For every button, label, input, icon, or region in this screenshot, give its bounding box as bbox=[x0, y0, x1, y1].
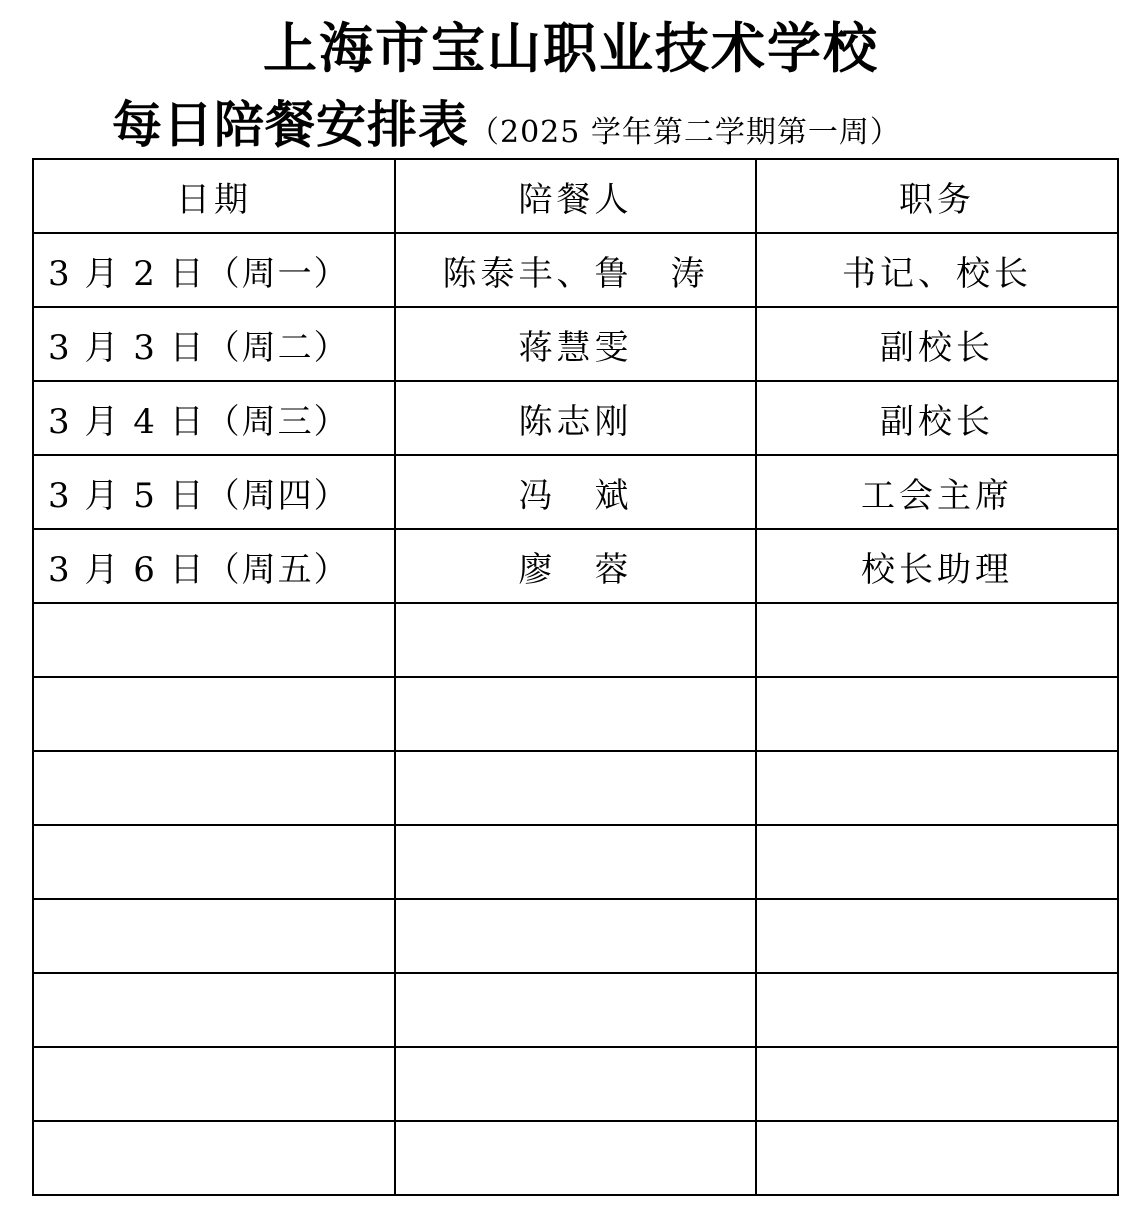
schedule-title-period: （2025 学年第二学期第一周） bbox=[469, 115, 901, 150]
person-cell bbox=[395, 973, 756, 1047]
position-cell bbox=[756, 899, 1118, 973]
date-cell bbox=[33, 677, 395, 751]
date-cell: 3 月 5 日（周四） bbox=[33, 455, 395, 529]
table-row bbox=[33, 307, 1118, 381]
table-row bbox=[33, 825, 1118, 899]
date-cell: 3 月 2 日（周一） bbox=[33, 233, 395, 307]
table-row bbox=[33, 233, 1118, 307]
position-cell bbox=[756, 1121, 1118, 1195]
person-cell: 陈泰丰、鲁 涛 bbox=[395, 233, 756, 307]
position-cell: 副校长 bbox=[756, 381, 1118, 455]
school-title: 上海市宝山职业技术学校 bbox=[263, 17, 879, 80]
person-cell bbox=[395, 825, 756, 899]
person-cell: 蒋慧雯 bbox=[395, 307, 756, 381]
position-cell: 副校长 bbox=[756, 307, 1118, 381]
position-cell bbox=[756, 973, 1118, 1047]
table-row bbox=[33, 455, 1118, 529]
table-row bbox=[33, 677, 1118, 751]
date-cell bbox=[33, 825, 395, 899]
date-cell bbox=[33, 751, 395, 825]
table-row bbox=[33, 381, 1118, 455]
dining-schedule-table bbox=[32, 158, 1119, 1196]
position-cell: 校长助理 bbox=[756, 529, 1118, 603]
person-cell bbox=[395, 899, 756, 973]
position-cell: 工会主席 bbox=[756, 455, 1118, 529]
table-header-row bbox=[33, 159, 1118, 233]
person-cell bbox=[395, 1047, 756, 1121]
person-cell: 陈志刚 bbox=[395, 381, 756, 455]
date-cell: 3 月 4 日（周三） bbox=[33, 381, 395, 455]
date-cell: 3 月 3 日（周二） bbox=[33, 307, 395, 381]
person-cell bbox=[395, 677, 756, 751]
person-cell bbox=[395, 1121, 756, 1195]
table-row bbox=[33, 1047, 1118, 1121]
position-cell: 书记、校长 bbox=[756, 233, 1118, 307]
table-row bbox=[33, 751, 1118, 825]
schedule-title-main: 每日陪餐安排表 bbox=[112, 96, 469, 154]
position-cell bbox=[756, 751, 1118, 825]
person-cell bbox=[395, 751, 756, 825]
table-row bbox=[33, 603, 1118, 677]
date-cell bbox=[33, 603, 395, 677]
person-cell: 冯 斌 bbox=[395, 455, 756, 529]
date-cell bbox=[33, 1121, 395, 1195]
date-cell bbox=[33, 973, 395, 1047]
position-cell bbox=[756, 1047, 1118, 1121]
table-row bbox=[33, 529, 1118, 603]
schedule-title bbox=[112, 90, 901, 160]
header-position: 职务 bbox=[756, 159, 1118, 233]
table-row bbox=[33, 973, 1118, 1047]
header-date: 日期 bbox=[33, 159, 395, 233]
person-cell: 廖 蓉 bbox=[395, 529, 756, 603]
date-cell: 3 月 6 日（周五） bbox=[33, 529, 395, 603]
position-cell bbox=[756, 603, 1118, 677]
position-cell bbox=[756, 677, 1118, 751]
date-cell bbox=[33, 1047, 395, 1121]
table-row bbox=[33, 1121, 1118, 1195]
header-person: 陪餐人 bbox=[395, 159, 756, 233]
person-cell bbox=[395, 603, 756, 677]
date-cell bbox=[33, 899, 395, 973]
position-cell bbox=[756, 825, 1118, 899]
table-row bbox=[33, 899, 1118, 973]
